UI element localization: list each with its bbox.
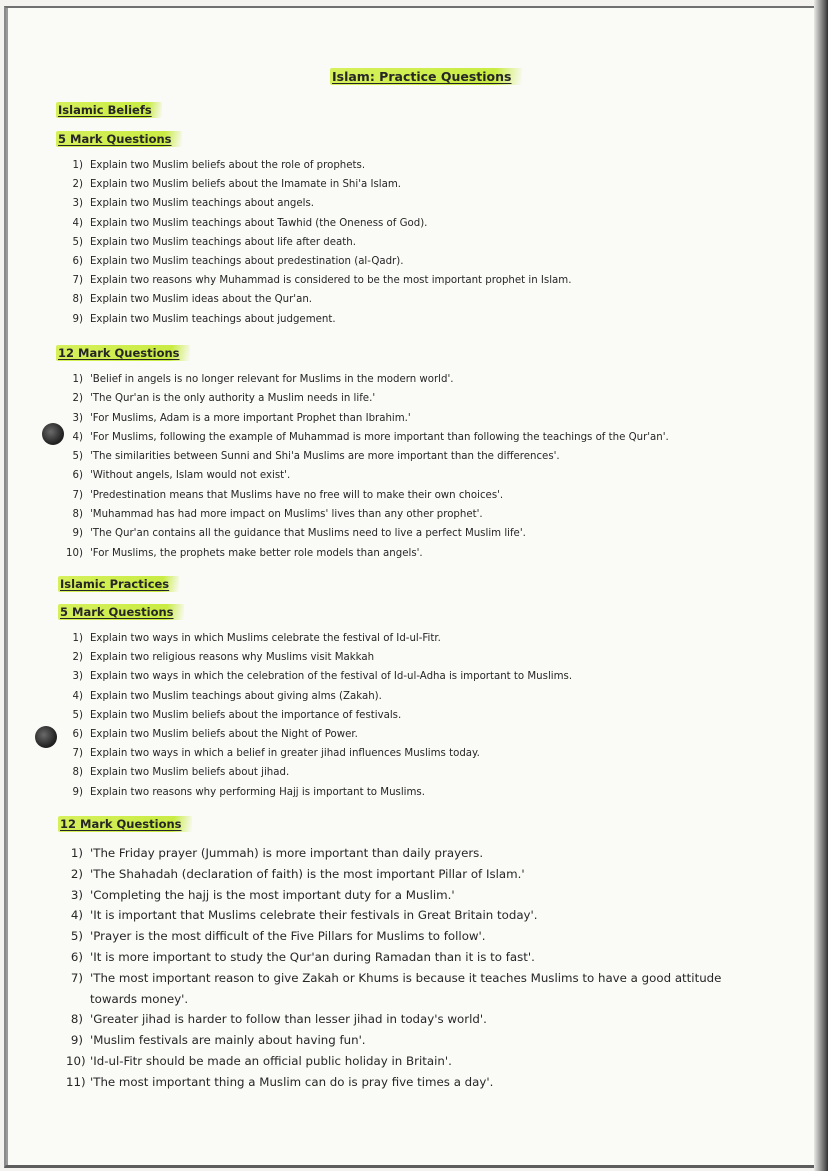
section-heading-practices: Islamic Practices xyxy=(58,576,179,592)
list-item: 4) 'For Muslims, following the example of Muhammad is more important than following the teachings of the Qur'an'. xyxy=(72,431,669,443)
list-item: 3) Explain two ways in which the celebration of the festival of Id-ul-Adha is important to Muslims. xyxy=(72,671,573,683)
list-item: 6) 'It is more important to study the Qur'an during Ramadan than it is to fast'. xyxy=(70,949,535,964)
list-item: 3) 'Completing the hajj is the most important duty for a Muslim.' xyxy=(70,887,455,902)
list-item: 1) 'The Friday prayer (Jummah) is more important than daily prayers. xyxy=(70,846,484,860)
list-item: 6) Explain two Muslim beliefs about the Night of Power. xyxy=(72,729,358,741)
list-item: 5) 'Prayer is the most difficult of the Five Pillars for Muslims to follow'. xyxy=(70,929,486,944)
list-item: 5) Explain two Muslim beliefs about the importance of festivals. xyxy=(72,709,402,721)
list-item: 6) Explain two Muslim teachings about predestination (al-Qadr). xyxy=(72,256,404,268)
punch-hole-top xyxy=(42,423,64,445)
list-item: 2) 'The Shahadah (declaration of faith) is the most important Pillar of Islam.' xyxy=(70,866,525,881)
list-item: 11) 'The most important thing a Muslim can do is pray five times a day'. xyxy=(66,1074,494,1089)
list-item: 1) 'Belief in angels is no longer relevant for Muslims in the modern world'. xyxy=(72,374,454,385)
practices-5-mark-list xyxy=(66,629,572,802)
list-item: 8) 'Greater jihad is harder to follow than lesser jihad in today's world'. xyxy=(70,1012,487,1027)
beliefs-12-mark-list xyxy=(66,370,669,563)
beliefs-5-mark-list xyxy=(66,156,571,329)
section-heading-beliefs: Islamic Beliefs xyxy=(56,102,162,118)
list-item: 1) Explain two ways in which Muslims celebrate the festival of Id-ul-Fitr. xyxy=(72,633,441,644)
punch-hole-bottom xyxy=(35,726,57,748)
page-title-text: Islam: Practice Questions xyxy=(330,68,522,85)
list-item: 2) Explain two religious reasons why Muslims visit Makkah xyxy=(72,652,375,664)
list-item: 9) Explain two Muslim teachings about judgement. xyxy=(72,313,336,325)
list-item: 1) Explain two Muslim beliefs about the role of prophets. xyxy=(72,160,366,171)
list-item: 10) 'For Muslims, the prophets make better role models than angels'. xyxy=(66,547,423,559)
practices-5-mark-heading: 5 Mark Questions xyxy=(58,604,184,620)
list-item: 9) 'The Qur'an contains all the guidance that Muslims need to live a perfect Muslim life'. xyxy=(72,528,526,540)
list-item: 7) Explain two reasons why Muhammad is considered to be the most important prophet in Islam. xyxy=(72,275,572,287)
practices-12-mark-list xyxy=(66,843,760,1093)
list-item: 9) 'Muslim festivals are mainly about having fun'. xyxy=(70,1033,366,1048)
list-item: 8) Explain two Muslim beliefs about jihad. xyxy=(72,767,290,779)
list-item: 7) 'The most important reason to give Zakah or Khums is because it teaches Muslims to have a good attitude towards money'. xyxy=(70,970,722,1006)
list-item: 10) 'Id-ul-Fitr should be made an official public holiday in Britain'. xyxy=(66,1053,452,1068)
list-item: 4) Explain two Muslim teachings about giving alms (Zakah). xyxy=(72,690,382,702)
list-item: 6) 'Without angels, Islam would not exist'. xyxy=(72,470,291,482)
list-item: 9) Explain two reasons why performing Hajj is important to Muslims. xyxy=(72,786,425,798)
page-title xyxy=(330,68,522,85)
list-item: 4) Explain two Muslim teachings about Tawhid (the Oneness of God). xyxy=(72,217,428,229)
list-item: 7) 'Predestination means that Muslims have no free will to make their own choices'. xyxy=(72,489,504,501)
list-item: 7) Explain two ways in which a belief in greater jihad influences Muslims today. xyxy=(72,748,480,760)
list-item: 5) 'The similarities between Sunni and Shi'a Muslims are more important than the differences'. xyxy=(72,451,560,463)
list-item: 2) Explain two Muslim beliefs about the Imamate in Shi'a Islam. xyxy=(72,179,402,191)
list-item: 8) Explain two Muslim ideas about the Qur'an. xyxy=(72,294,313,306)
list-item: 4) 'It is important that Muslims celebrate their festivals in Great Britain today'. xyxy=(70,908,538,923)
list-item: 8) 'Muhammad has had more impact on Muslims' lives than any other prophet'. xyxy=(72,509,483,521)
practices-12-mark-heading: 12 Mark Questions xyxy=(58,816,192,832)
beliefs-5-mark-heading: 5 Mark Questions xyxy=(56,131,182,147)
list-item: 5) Explain two Muslim teachings about life after death. xyxy=(72,236,356,248)
beliefs-12-mark-heading: 12 Mark Questions xyxy=(56,345,190,361)
page-edge-shadow xyxy=(814,0,828,1171)
list-item: 3) Explain two Muslim teachings about angels. xyxy=(72,198,315,210)
list-item: 3) 'For Muslims, Adam is a more important Prophet than Ibrahim.' xyxy=(72,412,411,424)
list-item: 2) 'The Qur'an is the only authority a Muslim needs in life.' xyxy=(72,393,376,405)
